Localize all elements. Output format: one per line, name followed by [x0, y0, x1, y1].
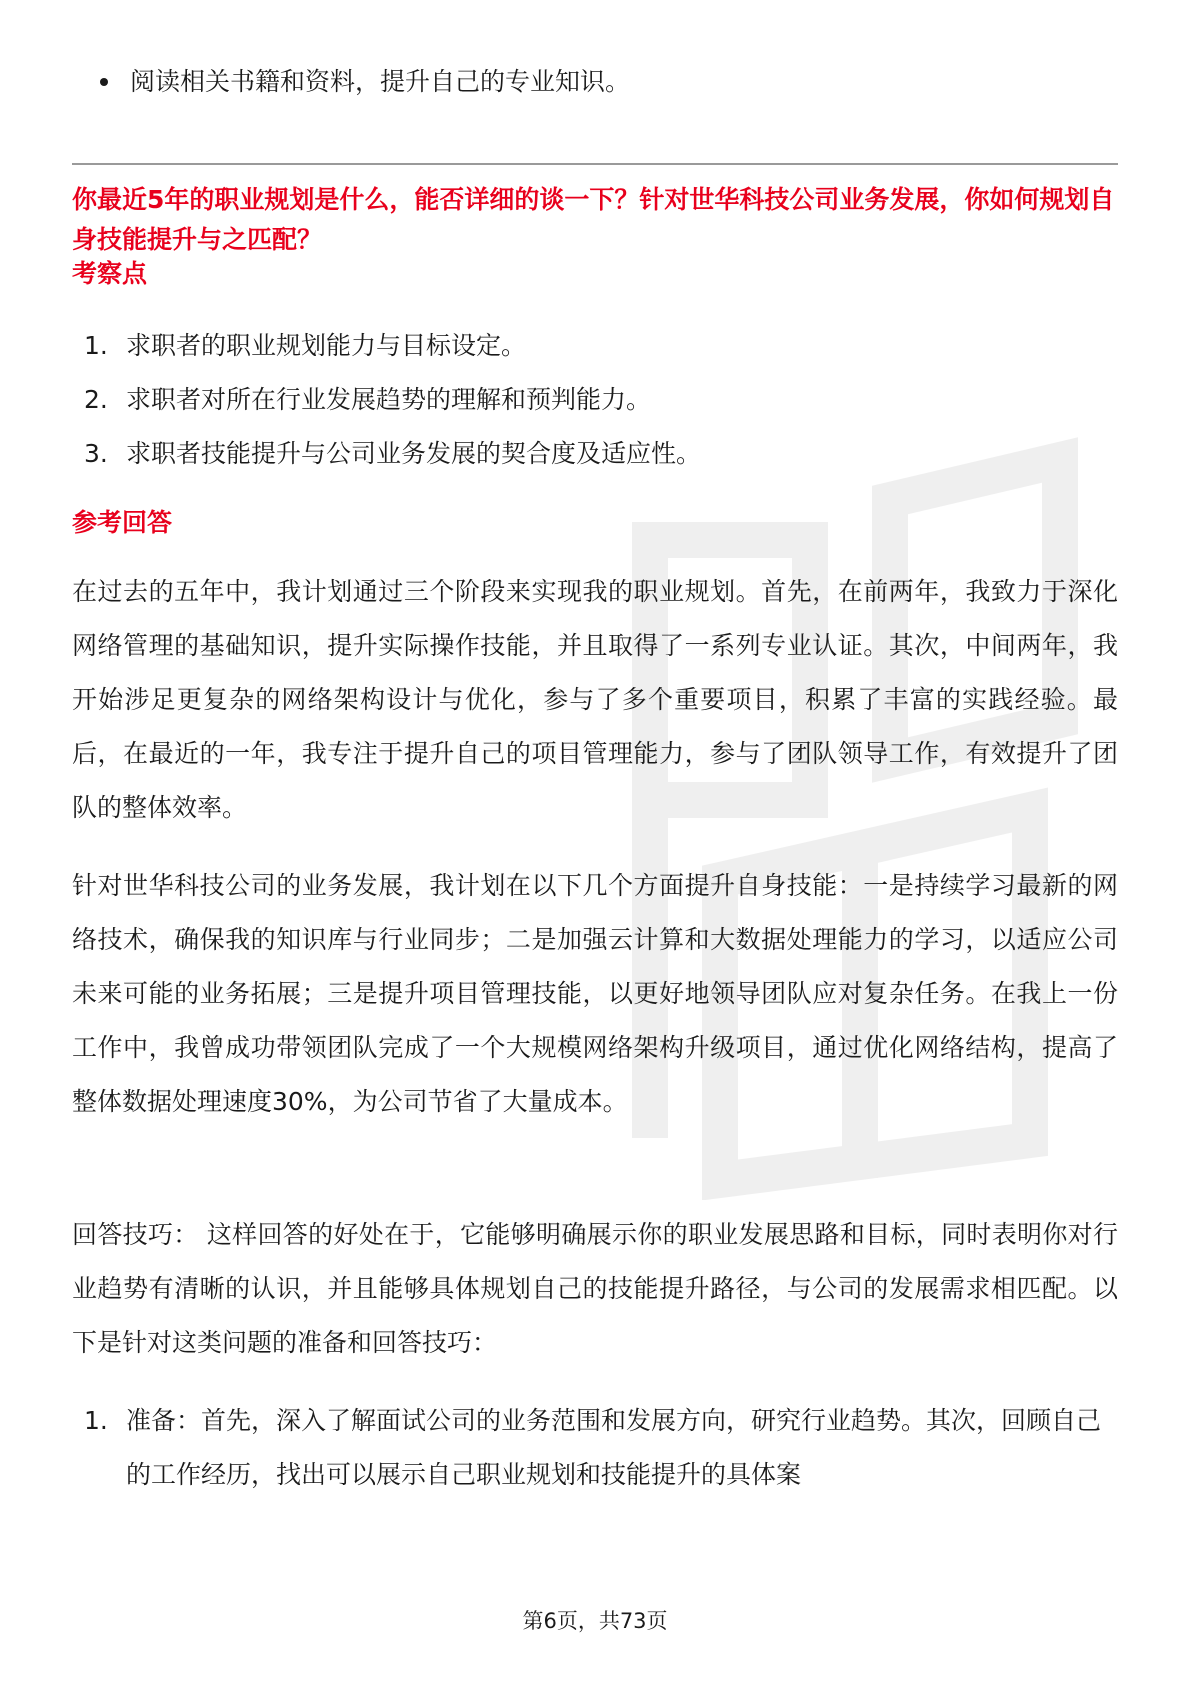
list-number: 3.	[84, 439, 108, 468]
question-heading: 你最近5年的职业规划是什么，能否详细的谈一下？针对世华科技公司业务发展，你如何规划自身技能提升与之匹配？	[72, 185, 1115, 254]
answer-paragraph-1: 在过去的五年中，我计划通过三个阶段来实现我的职业规划。首先，在前两年，我致力于深化网络管理的基础知识，提升实际操作技能，并且取得了一系列专业认证。其次，中间两年，我开始涉足更复杂的网络架构设计与优化，参与了多个重要项目，积累了丰富的实践经验。最后，在最近的一年，我专注于提升自己的项目管理能力，参与了团队领导工作，有效提升了团队的整体效率。	[72, 577, 1118, 822]
answer-paragraph-2: 针对世华科技公司的业务发展，我计划在以下几个方面提升自身技能：一是持续学习最新的网络技术，确保我的知识库与行业同步；二是加强云计算和大数据处理能力的学习，以适应公司未来可能的业务拓展；三是提升项目管理技能，以更好地领导团队应对复杂任务。在我上一份工作中，我曾成功带领团队完成了一个大规模网络架构升级项目，通过优化网络结构，提高了整体数据处理速度30%，为公司节省了大量成本。	[72, 871, 1118, 1116]
bullet-icon	[100, 78, 108, 86]
list-item	[72, 1394, 1118, 1502]
list-item	[72, 326, 1118, 366]
divider	[72, 163, 1118, 165]
answer-tips-paragraph: 回答技巧： 这样回答的好处在于，它能够明确展示你的职业发展思路和目标，同时表明你对行业趋势有清晰的认识，并且能够具体规划自己的技能提升路径，与公司的发展需求相匹配。以下是针对这类问题的准备和回答技巧：	[72, 1220, 1118, 1357]
list-item-text: 求职者技能提升与公司业务发展的契合度及适应性。	[126, 439, 702, 468]
list-number: 1.	[84, 1406, 108, 1435]
list-item	[130, 62, 630, 102]
list-number: 1.	[84, 331, 108, 360]
list-item-text: 求职者的职业规划能力与目标设定。	[126, 331, 527, 360]
list-item-text: 阅读相关书籍和资料，提升自己的专业知识。	[130, 67, 631, 96]
list-item	[72, 434, 1118, 474]
list-item-text: 求职者对所在行业发展趋势的理解和预判能力。	[126, 385, 652, 414]
page-footer: 第6页，共73页	[522, 1609, 668, 1633]
tips-list	[72, 1394, 1118, 1502]
list-number: 2.	[84, 385, 108, 414]
list-item-text: 准备：首先，深入了解面试公司的业务范围和发展方向，研究行业趋势。其次，回顾自己的工作经历，找出可以展示自己职业规划和技能提升的具体案	[126, 1406, 1102, 1489]
list-item	[72, 380, 1118, 420]
exam-points-list	[72, 326, 1118, 488]
exam-points-title: 考察点	[72, 259, 148, 288]
reference-answer-title: 参考回答	[72, 508, 173, 537]
